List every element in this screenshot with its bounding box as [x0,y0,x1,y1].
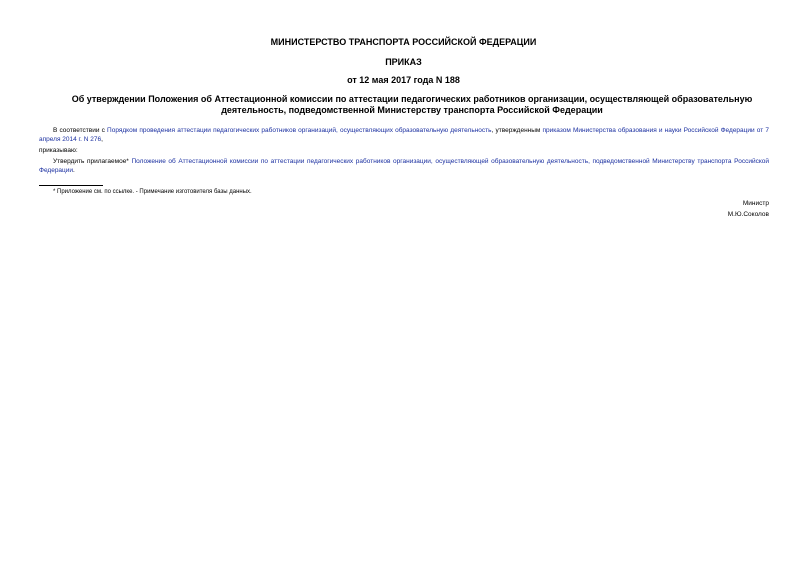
date-number-heading: от 12 мая 2017 года N 188 [347,75,460,85]
link-ministry-order[interactable]: приказом Министерства образования и науки Российской Федерации от 7 апреля 2014 г. N 276 [39,127,769,143]
footnote: * Приложение см. по ссылке. - Примечание изготовителя базы данных. [53,189,252,195]
p3-prefix: Утвердить прилагаемое* [53,158,132,165]
doc-type-heading: ПРИКАЗ [385,57,422,67]
p1-suffix: , [101,136,103,143]
document-title: Об утверждении Положения об Аттестационной комиссии по аттестации педагогических работников организации, осуществляющей образовательную деятельность, подведомственной Министерству транспорта Российской Федерации [71,94,753,115]
p1-prefix: В соответствии с [53,127,108,134]
p3-suffix: . [73,167,75,174]
paragraph-approve [39,157,769,175]
signature-name: М.Ю.Соколов [727,211,769,218]
link-regulation[interactable]: Положение об Аттестационной комиссии по аттестации педагогических работников организации, осуществляющей образовательную деятельность, подведомственной Министерству транспорта Российской Федерации [39,158,769,174]
ministry-heading: МИНИСТЕРСТВО ТРАНСПОРТА РОССИЙСКОЙ ФЕДЕРАЦИИ [270,37,537,47]
p1-middle: , утвержденным [491,127,543,134]
paragraph-order: приказываю: [39,147,78,154]
paragraph-basis [39,126,769,144]
link-attestation-procedure[interactable]: Порядком проведения аттестации педагогических работников организаций, осуществляющих образовательную деятельность [107,127,492,134]
signature-position: Министр [742,200,769,207]
footnote-divider [39,185,103,186]
